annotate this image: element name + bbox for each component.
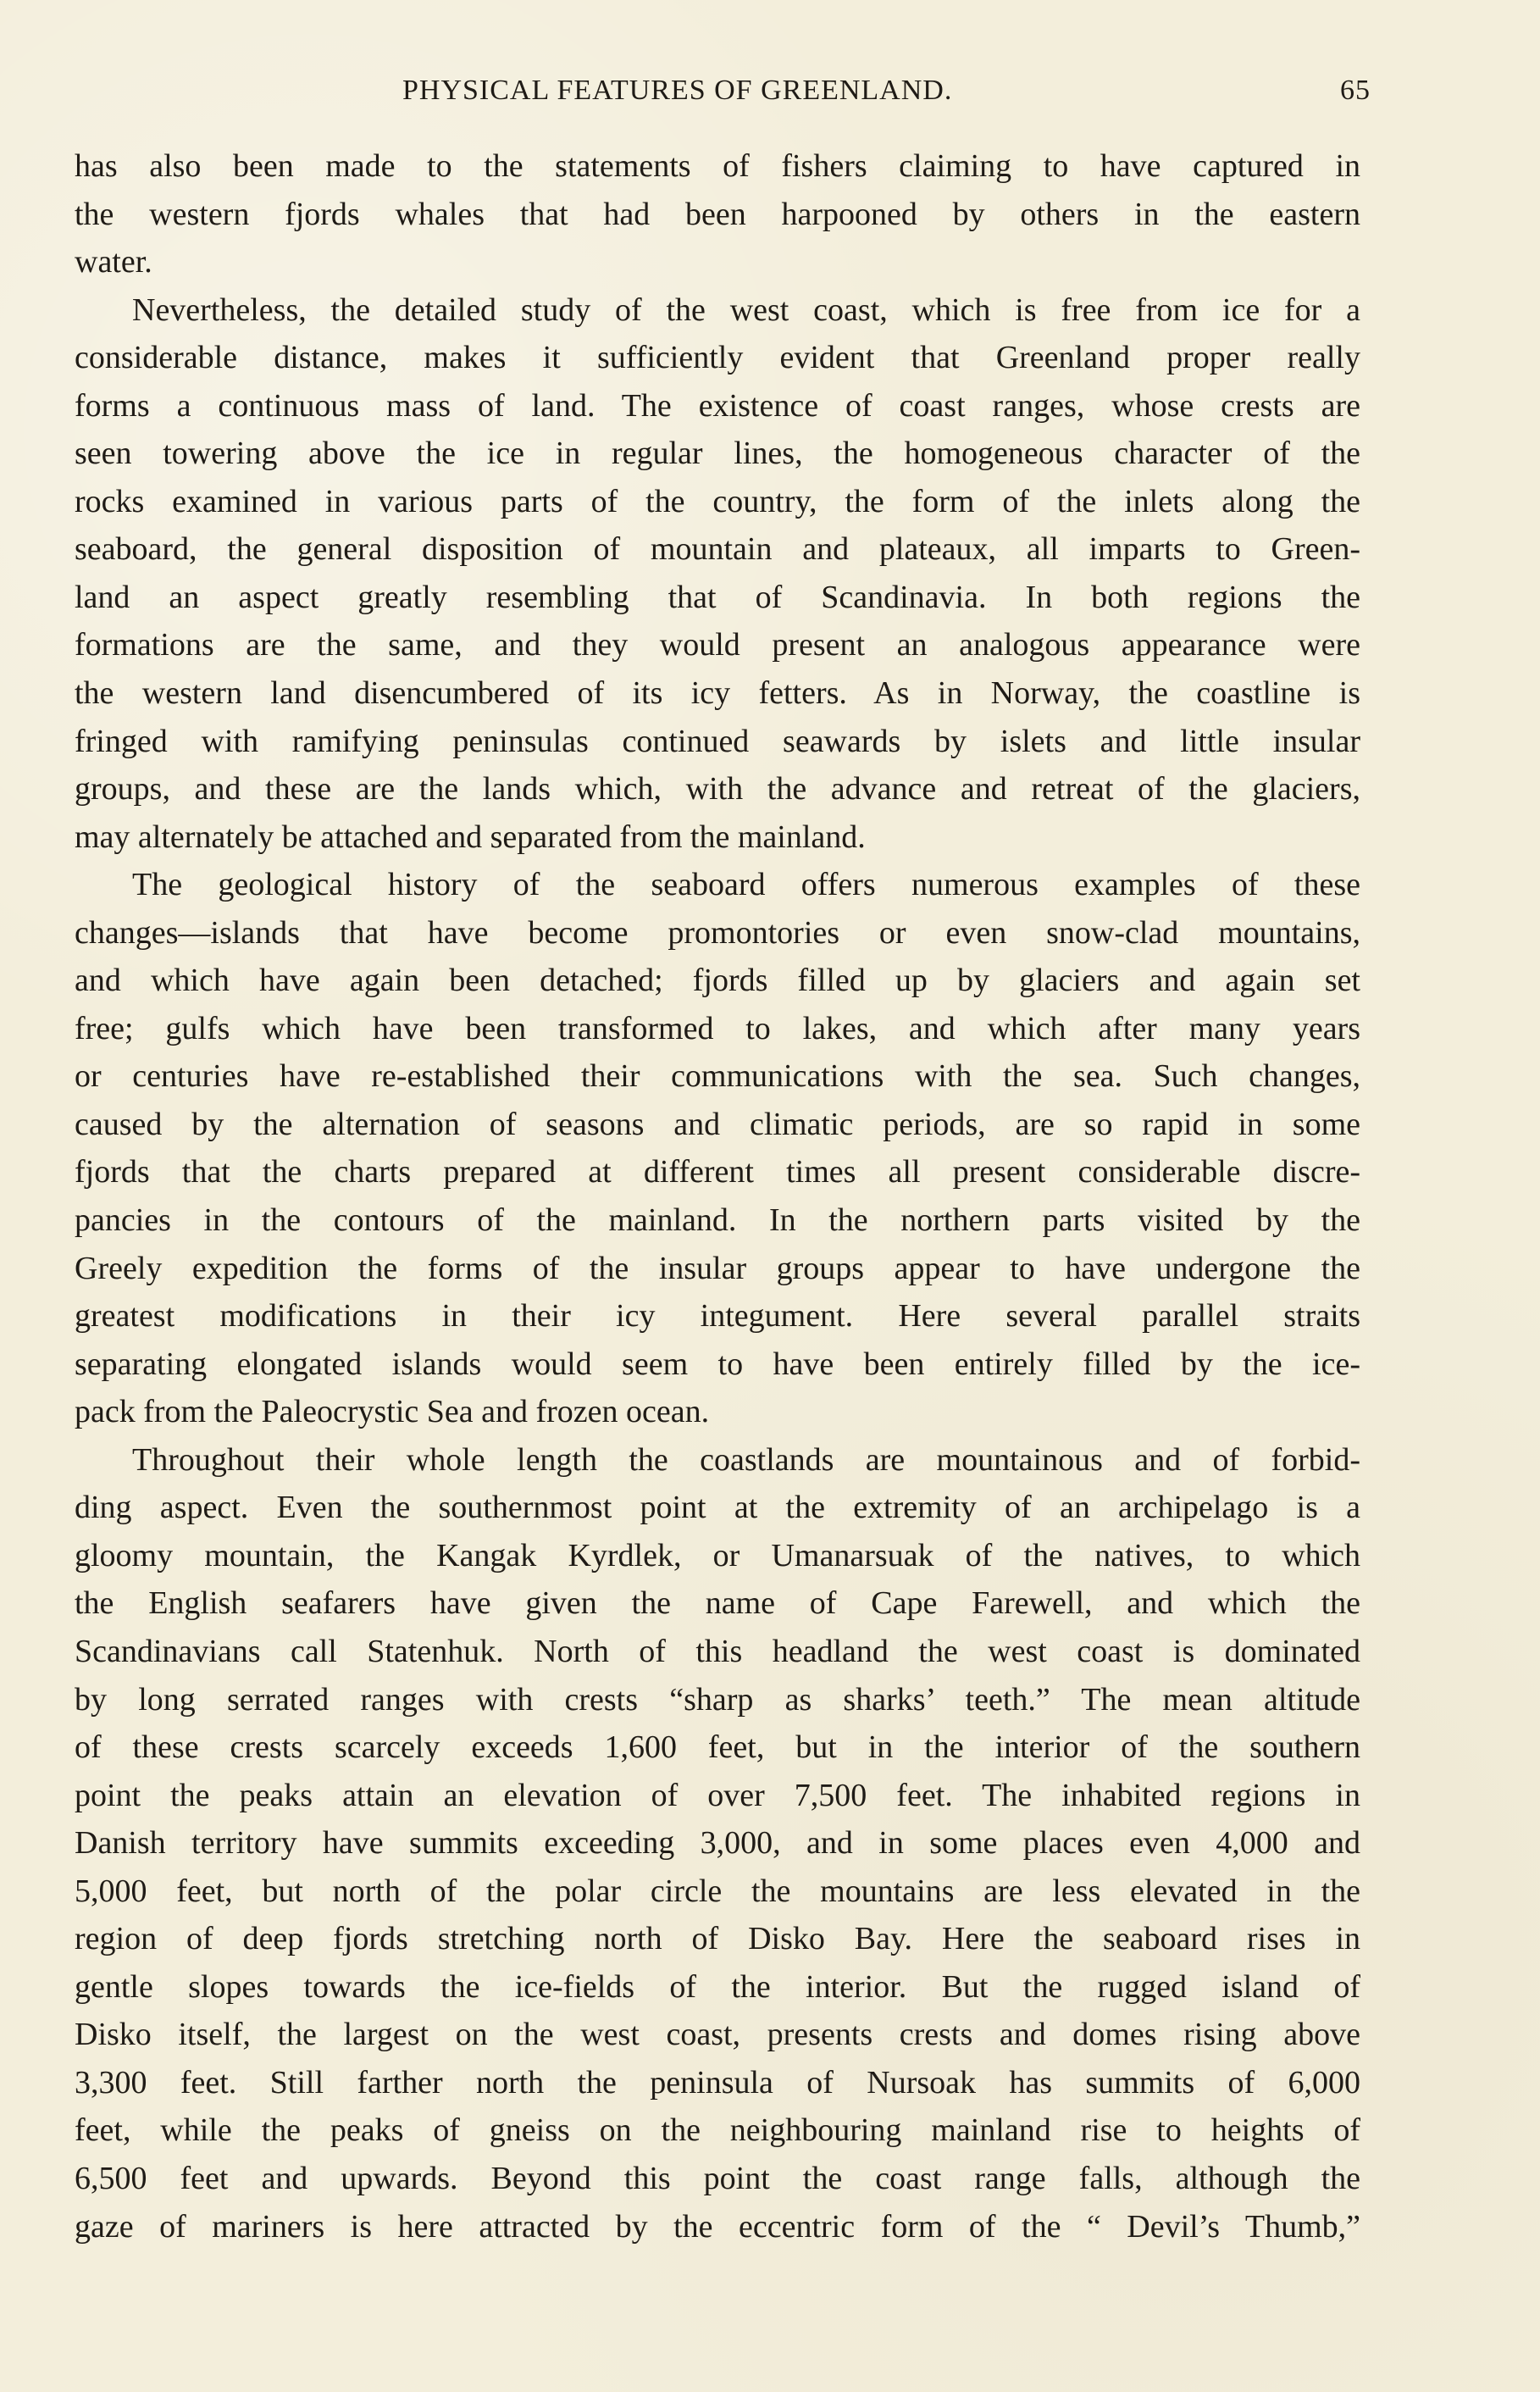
text-line-1: has also been made to the statements of fishers claiming to have captured in xyxy=(75,148,1360,184)
text-line-11: formations are the same, and they would present an analogous appearance were xyxy=(75,627,1360,663)
text-line-26: separating elongated islands would seem to have been entirely filled by the ice- xyxy=(75,1346,1360,1382)
text-line-9: seaboard, the general disposition of mountain and plateaux, all imparts to Green- xyxy=(75,531,1360,568)
text-line-29: ding aspect. Even the southernmost point at the extremity of an archipelago is a xyxy=(75,1490,1360,1526)
text-line-3: water. xyxy=(75,244,152,280)
text-line-18: and which have again been detached; fjords filled up by glaciers and again set xyxy=(75,963,1360,999)
text-line-19: free; gulfs which have been transformed to lakes, and which after many years xyxy=(75,1010,1360,1046)
text-line-22: fjords that the charts prepared at different times all present considerable discre- xyxy=(75,1154,1360,1190)
text-line-42: feet, while the peaks of gneiss on the neighbouring mainland rise to heights of xyxy=(75,2112,1360,2149)
text-line-15: may alternately be attached and separated from the mainland. xyxy=(75,819,866,855)
text-line-36: Danish territory have summits exceeding 3,000, and in some places even 4,000 and xyxy=(75,1825,1360,1862)
text-line-27: pack from the Paleocrystic Sea and frozen ocean. xyxy=(75,1394,710,1430)
text-line-30: gloomy mountain, the Kangak Kyrdlek, or Umanarsuak of the natives, to which xyxy=(75,1537,1360,1573)
text-line-39: gentle slopes towards the ice-fields of the interior. But the rugged island of xyxy=(75,1968,1360,2005)
text-line-34: of these crests scarcely exceeds 1,600 feet, but in the interior of the southern xyxy=(75,1729,1360,1766)
text-line-16: The geological history of the seaboard offers numerous examples of these xyxy=(132,867,1360,903)
text-line-14: groups, and these are the lands which, with the advance and retreat of the glaciers, xyxy=(75,771,1360,808)
text-line-5: considerable distance, makes it sufficiently evident that Greenland proper really xyxy=(75,340,1360,376)
text-line-44: gaze of mariners is here attracted by the eccentric form of the “ Devil’s Thumb,” xyxy=(75,2208,1360,2245)
body-text xyxy=(75,142,1360,2278)
text-line-7: seen towering above the ice in regular lines, the homogeneous character of the xyxy=(75,436,1360,472)
text-line-24: Greely expedition the forms of the insular groups appear to have undergone the xyxy=(75,1250,1360,1286)
text-line-28: Throughout their whole length the coastlands are mountainous and of forbid- xyxy=(132,1441,1360,1478)
text-line-32: Scandinavians call Statenhuk. North of this headland the west coast is dominated xyxy=(75,1633,1360,1669)
running-head: PHYSICAL FEATURES OF GREENLAND. xyxy=(402,75,953,106)
text-line-43: 6,500 feet and upwards. Beyond this point the coast range falls, although the xyxy=(75,2160,1360,2196)
text-line-21: caused by the alternation of seasons and climatic periods, are so rapid in some xyxy=(75,1106,1360,1142)
text-line-6: forms a continuous mass of land. The existence of coast ranges, whose crests are xyxy=(75,387,1360,424)
text-line-37: 5,000 feet, but north of the polar circle the mountains are less elevated in the xyxy=(75,1873,1360,1909)
page-number: 65 xyxy=(1340,75,1371,106)
text-line-41: 3,300 feet. Still farther north the peninsula of Nursoak has summits of 6,000 xyxy=(75,2064,1360,2101)
text-line-2: the western fjords whales that had been harpooned by others in the eastern xyxy=(75,196,1360,232)
text-line-4: Nevertheless, the detailed study of the west coast, which is free from ice for a xyxy=(132,291,1360,328)
page-header xyxy=(78,68,1371,114)
text-line-12: the western land disencumbered of its icy fetters. As in Norway, the coastline is xyxy=(75,675,1360,712)
text-line-31: the English seafarers have given the name of Cape Farewell, and which the xyxy=(75,1585,1360,1622)
text-line-25: greatest modifications in their icy integument. Here several parallel straits xyxy=(75,1298,1360,1335)
text-line-20: or centuries have re-established their communications with the sea. Such changes, xyxy=(75,1058,1360,1095)
text-line-38: region of deep fjords stretching north of Disko Bay. Here the seaboard rises in xyxy=(75,1921,1360,1957)
text-line-23: pancies in the contours of the mainland. In the northern parts visited by the xyxy=(75,1202,1360,1239)
text-line-33: by long serrated ranges with crests “sharp as sharks’ teeth.” The mean altitude xyxy=(75,1681,1360,1718)
text-line-8: rocks examined in various parts of the country, the form of the inlets along the xyxy=(75,483,1360,519)
text-line-13: fringed with ramifying peninsulas continued seawards by islets and little insular xyxy=(75,723,1360,759)
text-line-10: land an aspect greatly resembling that of Scandinavia. In both regions the xyxy=(75,579,1360,615)
text-line-40: Disko itself, the largest on the west coast, presents crests and domes rising above xyxy=(75,2017,1360,2053)
text-line-35: point the peaks attain an elevation of over 7,500 feet. The inhabited regions in xyxy=(75,1777,1360,1813)
text-line-17: changes—islands that have become promontories or even snow-clad mountains, xyxy=(75,914,1360,951)
